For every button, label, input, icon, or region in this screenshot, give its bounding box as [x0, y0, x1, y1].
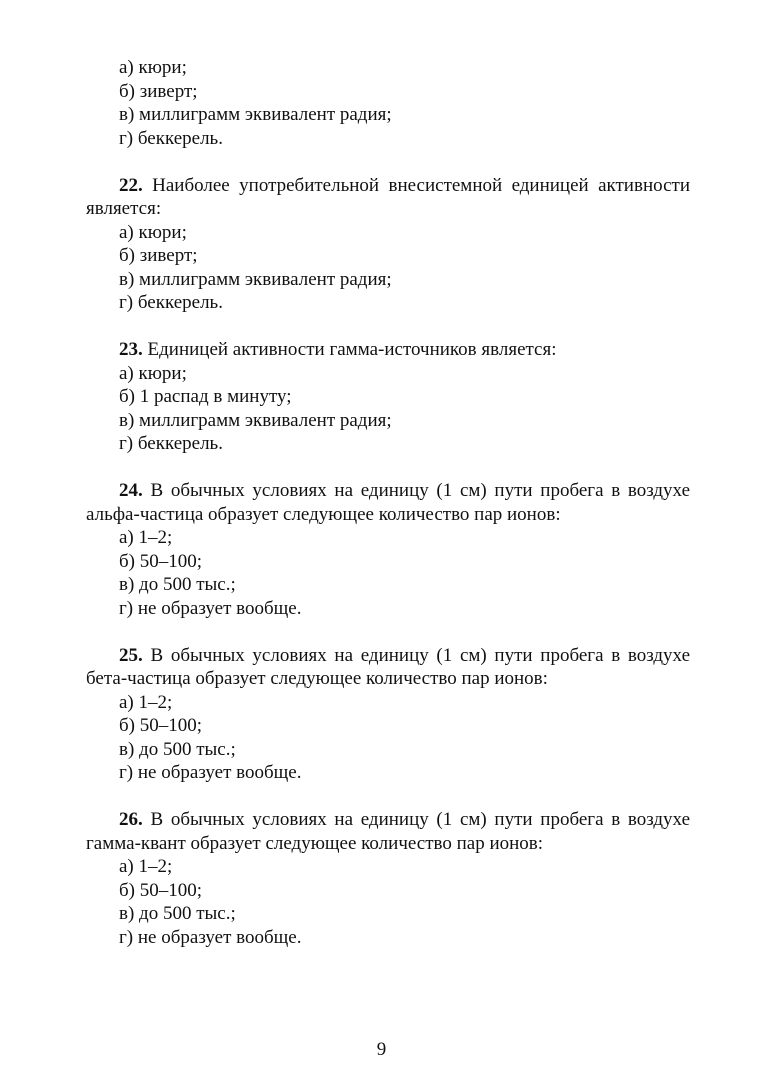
question-text — [86, 338, 690, 362]
answer-option: а) кюри; — [119, 221, 187, 243]
answer-options — [86, 56, 690, 150]
answer-option: г) беккерель. — [119, 433, 223, 454]
answer-option: г) не образует вообще. — [119, 597, 302, 619]
question-22 — [86, 174, 690, 315]
question-body: Наиболее употребительной внесистемной единицей активности является: — [86, 174, 690, 219]
question-text — [86, 644, 690, 691]
answer-option: б) 1 распад в минуту; — [119, 386, 292, 407]
question-number: 26. — [119, 809, 143, 830]
page-number: 9 — [376, 1039, 387, 1060]
question-number: 23. — [119, 339, 143, 360]
answer-option: в) миллиграмм эквивалент радия; — [119, 268, 392, 290]
page-content — [86, 56, 690, 973]
question-text — [86, 174, 690, 221]
question-text — [86, 808, 690, 855]
question-24 — [86, 479, 690, 620]
answer-option: а) кюри; — [119, 57, 187, 78]
answer-option: а) 1–2; — [119, 856, 173, 877]
answer-option: в) до 500 тыс.; — [119, 738, 236, 760]
answer-option: в) до 500 тыс.; — [119, 903, 236, 924]
answer-option: г) беккерель. — [119, 127, 223, 149]
answer-option: б) зиверт; — [119, 80, 198, 102]
question-21-fragment — [86, 56, 690, 150]
answer-option: в) миллиграмм эквивалент радия; — [119, 409, 392, 431]
question-number: 22. — [119, 174, 143, 196]
answer-option: г) не образует вообще. — [119, 762, 302, 783]
answer-option: г) беккерель. — [119, 292, 223, 313]
answer-options — [86, 362, 690, 456]
answer-options — [86, 691, 690, 785]
question-25 — [86, 644, 690, 785]
answer-options — [86, 221, 690, 315]
question-text — [86, 479, 690, 526]
answer-options — [86, 526, 690, 620]
answer-option: б) 50–100; — [119, 715, 203, 736]
question-body: В обычных условиях на единицу (1 см) пути пробега в воздухе гамма-квант образует следующее количество пар ионов: — [86, 809, 691, 854]
question-26 — [86, 808, 690, 949]
question-number: 25. — [119, 644, 143, 666]
answer-option: в) до 500 тыс.; — [119, 574, 236, 595]
answer-option: б) 50–100; — [119, 550, 203, 572]
question-body: Единицей активности гамма-источников является: — [147, 339, 557, 360]
question-body: В обычных условиях на единицу (1 см) пути пробега в воздухе бета-частица образует следующее количество пар ионов: — [86, 644, 691, 689]
answer-options — [86, 855, 690, 949]
answer-option: б) зиверт; — [119, 245, 198, 266]
answer-option: а) 1–2; — [119, 527, 173, 548]
answer-option: а) 1–2; — [119, 691, 173, 713]
answer-option: г) не образует вообще. — [119, 926, 302, 948]
question-body: В обычных условиях на единицу (1 см) пути пробега в воздухе альфа-частица образует следующее количество пар ионов: — [86, 480, 691, 525]
answer-option: а) кюри; — [119, 362, 187, 384]
answer-option: в) миллиграмм эквивалент радия; — [119, 104, 392, 125]
question-23 — [86, 338, 690, 456]
answer-option: б) 50–100; — [119, 879, 203, 901]
question-number: 24. — [119, 480, 143, 501]
